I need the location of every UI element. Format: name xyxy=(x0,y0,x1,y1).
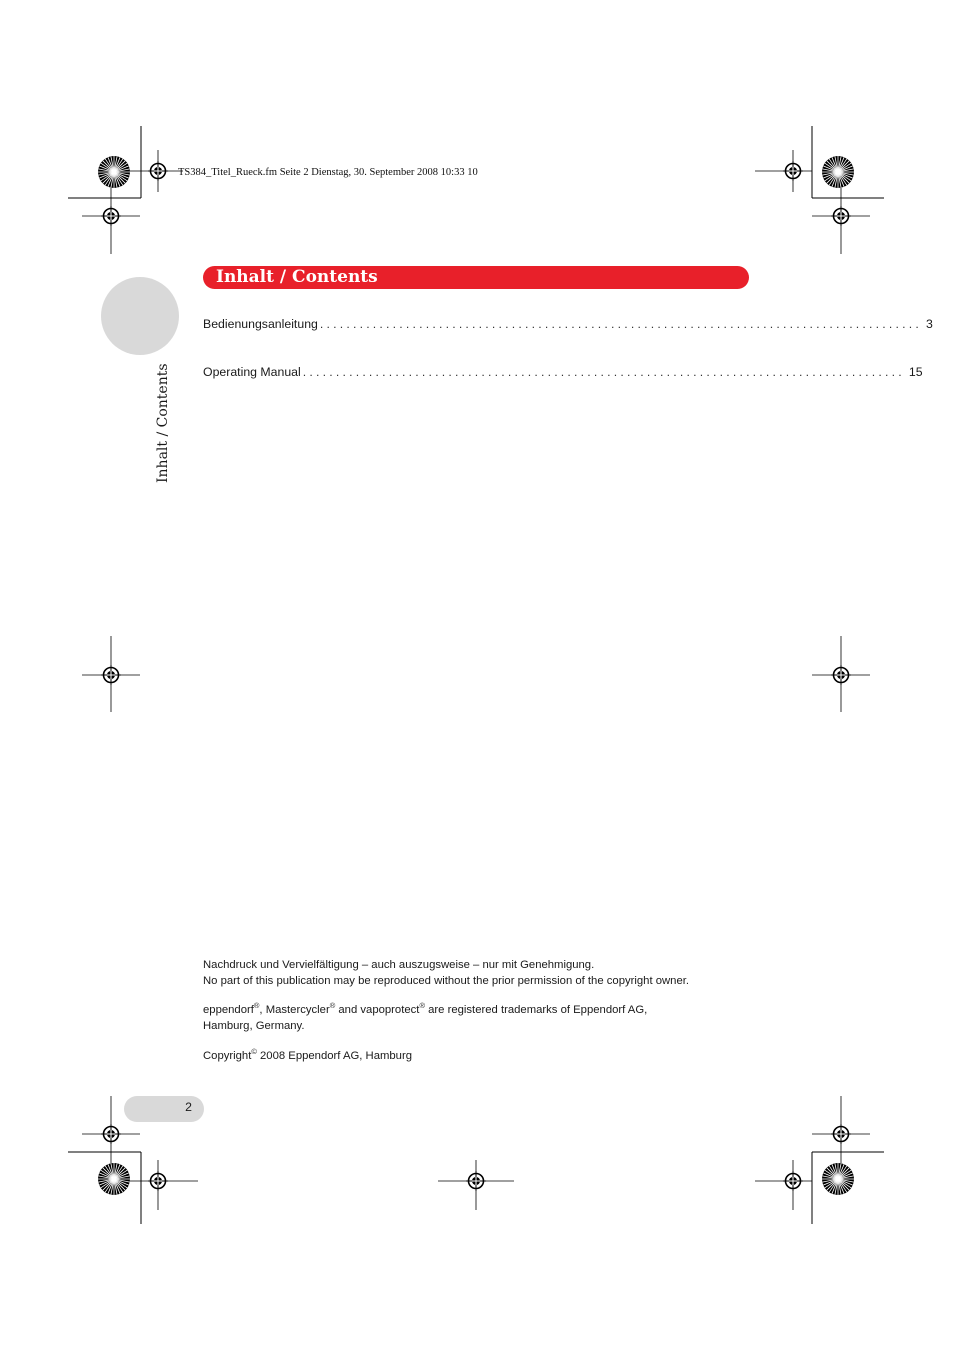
toc-label: Bedienungsanleitung xyxy=(203,317,318,331)
toc-page: 15 xyxy=(908,365,923,379)
side-label: Inhalt / Contents xyxy=(155,363,171,483)
copyright-notice xyxy=(203,1048,763,1064)
page-title: Inhalt / Contents xyxy=(216,267,378,287)
reprint-notice-de: Nachdruck und Vervielfältigung – auch auszugsweise – nur mit Genehmigung. xyxy=(203,959,595,971)
copyright-word: Copyright xyxy=(203,1050,252,1062)
registered-symbol: ® xyxy=(253,1001,260,1010)
page-number-tab xyxy=(124,1096,204,1122)
file-slug: TS384_Titel_Rueck.fm Seite 2 Dienstag, 30. September 2008 10:33 10 xyxy=(178,167,478,178)
copyright-line xyxy=(203,1048,763,1064)
toc-entry-operating-manual[interactable] xyxy=(203,365,923,379)
copyright-symbol: © xyxy=(251,1047,257,1056)
trademark-eppendorf: eppendorf xyxy=(203,1004,254,1016)
registered-symbol: ® xyxy=(419,1001,425,1010)
toc-leader-dots: ........................................................................................... xyxy=(319,317,922,331)
reprint-notice xyxy=(203,957,763,989)
toc-page: 3 xyxy=(925,317,933,331)
trademark-line-1 xyxy=(203,1002,763,1018)
registered-symbol: ® xyxy=(329,1001,336,1010)
trademark-line-2: Hamburg, Germany. xyxy=(203,1020,305,1032)
copyright-holder: 2008 Eppendorf AG, Hamburg xyxy=(256,1050,413,1062)
page-number: 2 xyxy=(185,1100,192,1114)
toc-entry-bedienungsanleitung[interactable] xyxy=(203,317,933,331)
trademark-owner: are registered trademarks of Eppendorf AG, xyxy=(424,1004,648,1016)
toc-leader-dots: ........................................................................................... xyxy=(302,365,905,379)
reprint-notice-en: No part of this publication may be reproduced without the prior permission of the copyright owner. xyxy=(203,975,690,987)
side-circle xyxy=(101,277,179,355)
title-bar xyxy=(203,266,749,289)
trademark-vapoprotect: and vapoprotect xyxy=(335,1004,420,1016)
toc-label: Operating Manual xyxy=(203,365,301,379)
trademark-notice xyxy=(203,1002,763,1034)
trademark-mastercycler: , Mastercycler xyxy=(259,1004,330,1016)
